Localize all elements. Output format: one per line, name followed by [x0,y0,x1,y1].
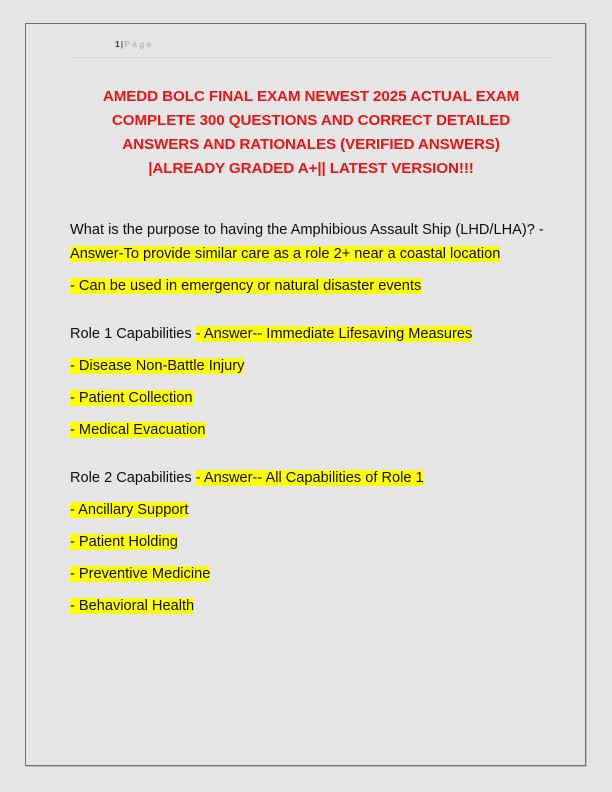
highlighted-answer-text: - Ancillary Support [70,502,189,518]
page-number: 1 [115,39,120,49]
header-divider [70,57,552,58]
question-text: Role 2 Capabilities [70,470,196,486]
page-running-header [70,38,552,53]
qa-block [70,322,552,442]
question-text: What is the purpose to having the Amphibious Assault Ship (LHD/LHA)? - [70,222,544,238]
highlighted-answer-text: - Can be used in emergency or natural disaster events [70,278,422,294]
text-line [70,218,552,266]
text-line [70,498,552,522]
highlighted-answer-text: - Answer-- All Capabilities of Role 1 [195,470,424,486]
page-title: AMEDD BOLC FINAL EXAM NEWEST 2025 ACTUAL EXAM COMPLETE 300 QUESTIONS AND CORRECT DETAILED ANSWERS AND RATIONALES (VERIFIED ANSWERS) |ALREADY GRADED A+|| LATEST VERSION!!! [102,88,520,177]
text-line [70,418,552,442]
highlighted-answer-text: - Behavioral Health [70,598,195,614]
text-line [70,562,552,586]
text-line [70,466,552,490]
text-line [70,274,552,298]
highlighted-answer-text: - Medical Evacuation [70,422,206,438]
qa-block [70,466,552,618]
highlighted-answer-text: - Preventive Medicine [70,566,211,582]
question-text: Role 1 Capabilities [70,326,196,342]
highlighted-answer-text: - Patient Collection [70,390,193,406]
highlighted-answer-text: - Patient Holding [70,534,178,550]
page-header-label: Page [124,39,154,49]
text-line [70,530,552,554]
highlighted-answer-text: - Disease Non-Battle Injury [70,358,245,374]
document-page [25,23,586,766]
text-line [70,386,552,410]
text-line [70,594,552,618]
highlighted-answer-text: - Answer-- Immediate Lifesaving Measures [195,326,473,342]
text-line [70,322,552,346]
page-content-area [26,24,585,765]
qa-block [70,218,552,298]
text-line [70,354,552,378]
document-body [70,218,552,618]
highlighted-answer-text: Answer-To provide similar care as a role 2+ near a coastal location [70,246,501,262]
page-header-separator: | [120,39,124,49]
